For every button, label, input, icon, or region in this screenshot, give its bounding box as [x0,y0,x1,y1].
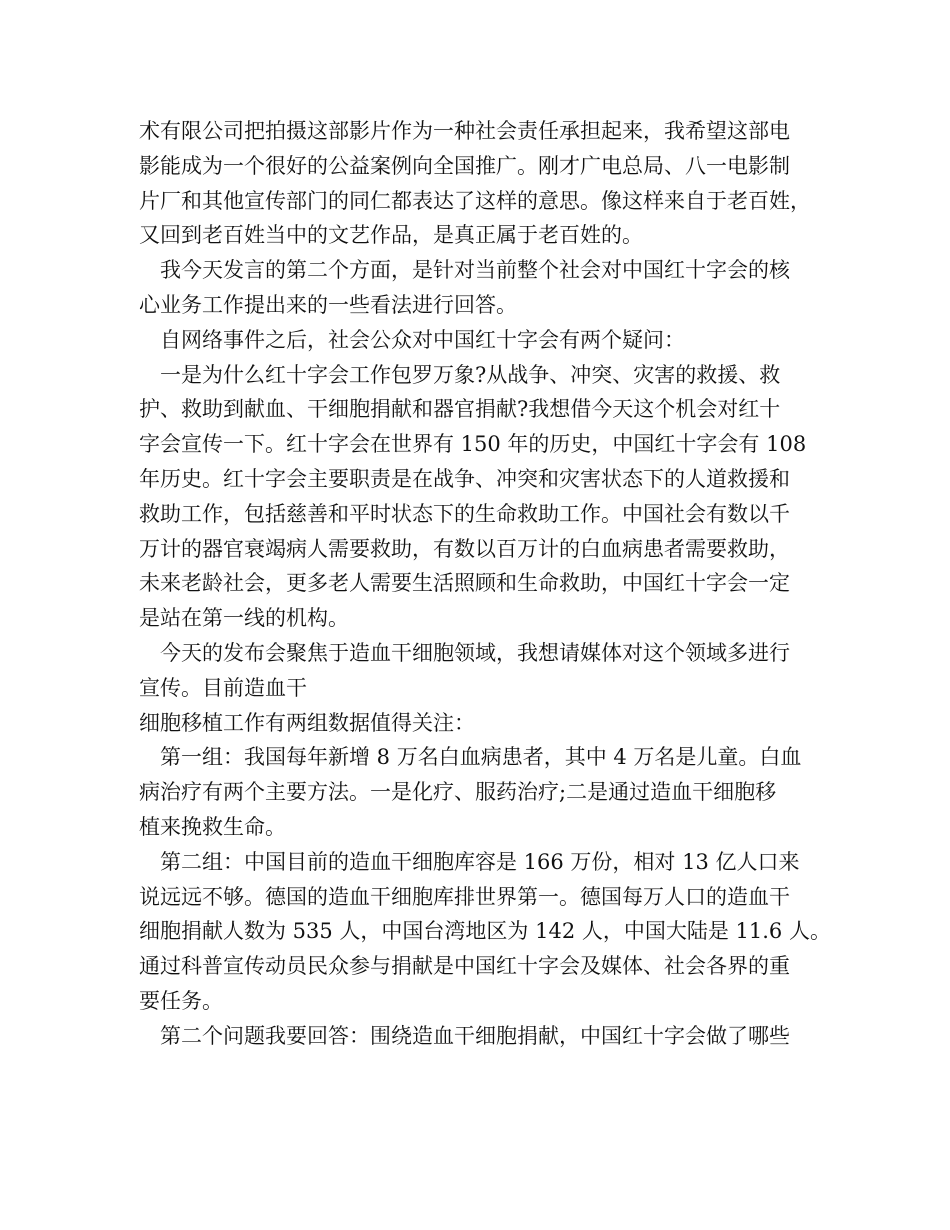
text-line: 病治疗有两个主要方法。一是化疗、服药治疗;二是通过造血干细胞移 [139,780,777,805]
text-line: 年历史。红十字会主要职责是在战争、冲突和灾害状态下的人道救援和 [139,466,790,491]
text-line: 是站在第一线的机构。 [139,606,349,631]
text-line: 细胞移植工作有两组数据值得关注： [139,710,475,735]
text-line: 要任务。 [139,988,223,1013]
text-line: 自网络事件之后，社会公众对中国红十字会有两个疑问： [139,327,685,352]
text-line: 救助工作，包括慈善和平时状态下的生命救助工作。中国社会有数以千 [139,501,790,526]
text-line: 第二个问题我要回答：围绕造血干细胞捐献，中国红十字会做了哪些 [139,1023,790,1048]
text-line: 影能成为一个很好的公益案例向全国推广。刚才广电总局、八一电影制 [139,153,790,178]
text-line: 细胞捐献人数为 535 人，中国台湾地区为 142 人，中国大陆是 11.6 人。 [139,919,831,944]
text-line: 术有限公司把拍摄这部影片作为一种社会责任承担起来，我希望这部电 [139,119,790,143]
text-line: 植来挽救生命。 [139,814,286,839]
text-line: 宣传。目前造血干 [139,675,307,700]
text-line: 片厂和其他宣传部门的同仁都表达了这样的意思。像这样来自于老百姓， [139,188,811,213]
text-line: 今天的发布会聚焦于造血干细胞领域，我想请媒体对这个领域多进行 [139,640,790,665]
text-line: 字会宣传一下。红十字会在世界有 150 年的历史，中国红十字会有 108 [139,432,807,457]
text-line: 一是为什么红十字会工作包罗万象?从战争、冲突、灾害的救援、救 [139,362,781,387]
text-line: 心业务工作提出来的一些看法进行回答。 [139,292,517,317]
text-line: 我今天发言的第二个方面，是针对当前整个社会对中国红十字会的核 [139,258,790,283]
text-line: 第一组：我国每年新增 8 万名白血病患者，其中 4 万名是儿童。白血 [139,745,802,770]
document-body [139,114,831,1054]
text-line: 又回到老百姓当中的文艺作品，是真正属于老百姓的。 [139,223,643,248]
text-line: 护、救助到献血、干细胞捐献和器官捐献?我想借今天这个机会对红十 [139,397,781,422]
text-line: 第二组：中国目前的造血干细胞库容是 166 万份，相对 13 亿人口来 [139,849,800,874]
text-line: 通过科普宣传动员民众参与捐献是中国红十字会及媒体、社会各界的重 [139,954,790,979]
text-line: 万计的器官衰竭病人需要救助，有数以百万计的白血病患者需要救助， [139,536,790,561]
text-line: 说远远不够。德国的造血干细胞库排世界第一。德国每万人口的造血干 [139,884,790,909]
text-line: 未来老龄社会，更多老人需要生活照顾和生命救助，中国红十字会一定 [139,571,790,596]
